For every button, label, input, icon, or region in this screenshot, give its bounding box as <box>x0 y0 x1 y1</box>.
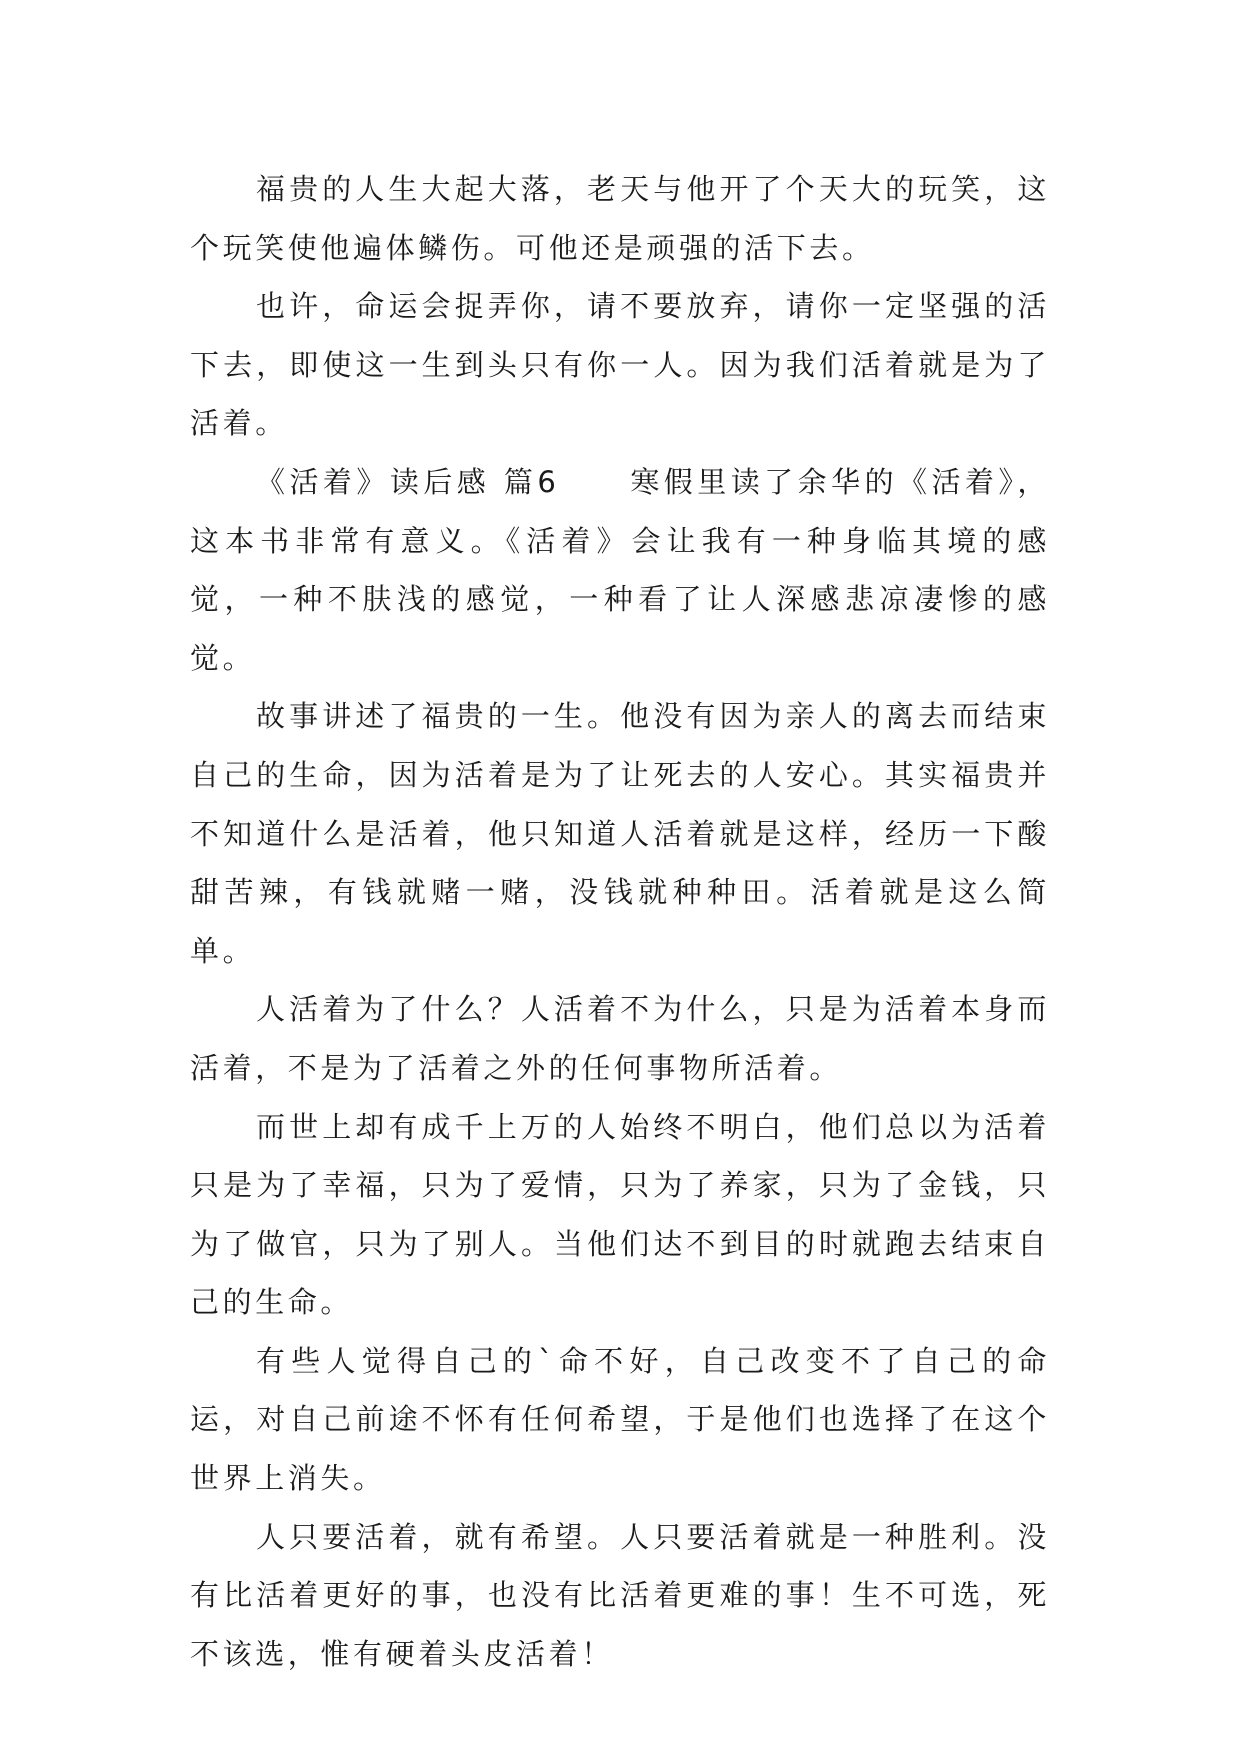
paragraph: 有些人觉得自己的`命不好，自己改变不了自己的命运，对自己前途不怀有任何希望，于是他们也选择了在这个世界上消失。 <box>190 1343 1050 1496</box>
section-paragraph <box>190 453 1050 687</box>
document-body <box>190 160 1050 1683</box>
paragraph: 也许，命运会捉弄你，请不要放弃，请你一定坚强的活下去，即使这一生到头只有你一人。因为我们活着就是为了活着。 <box>190 289 1050 441</box>
paragraph: 故事讲述了福贵的一生。他没有因为亲人的离去而结束自己的生命，因为活着是为了让死去的人安心。其实福贵并不知道什么是活着，他只知道人活着就是这样，经历一下酸甜苦辣，有钱就赌一赌，没钱就种种田。活着就是这么简单。 <box>190 699 1050 968</box>
section-first-paragraph: 寒假里读了余华的《活着》，这本书非常有意义。《活着》会让我有一种身临其境的感觉，一种不肤浅的感觉，一种看了让人深感悲凉凄惨的感觉。 <box>190 464 1050 675</box>
paragraph: 人只要活着，就有希望。人只要活着就是一种胜利。没有比活着更好的事，也没有比活着更难的事！生不可选，死不该选，惟有硬着头皮活着！ <box>190 1519 1050 1671</box>
paragraph: 人活着为了什么？人活着不为什么，只是为活着本身而活着，不是为了活着之外的任何事物所活着。 <box>190 992 1050 1085</box>
section-heading: 《活着》读后感 篇6 <box>256 464 560 499</box>
paragraph: 而世上却有成千上万的人始终不明白，他们总以为活着只是为了幸福，只为了爱情，只为了养家，只为了金钱，只为了做官，只为了别人。当他们达不到目的时就跑去结束自己的生命。 <box>190 1109 1050 1320</box>
paragraph: 福贵的人生大起大落，老天与他开了个天大的玩笑，这个玩笑使他遍体鳞伤。可他还是顽强的活下去。 <box>190 172 1050 265</box>
